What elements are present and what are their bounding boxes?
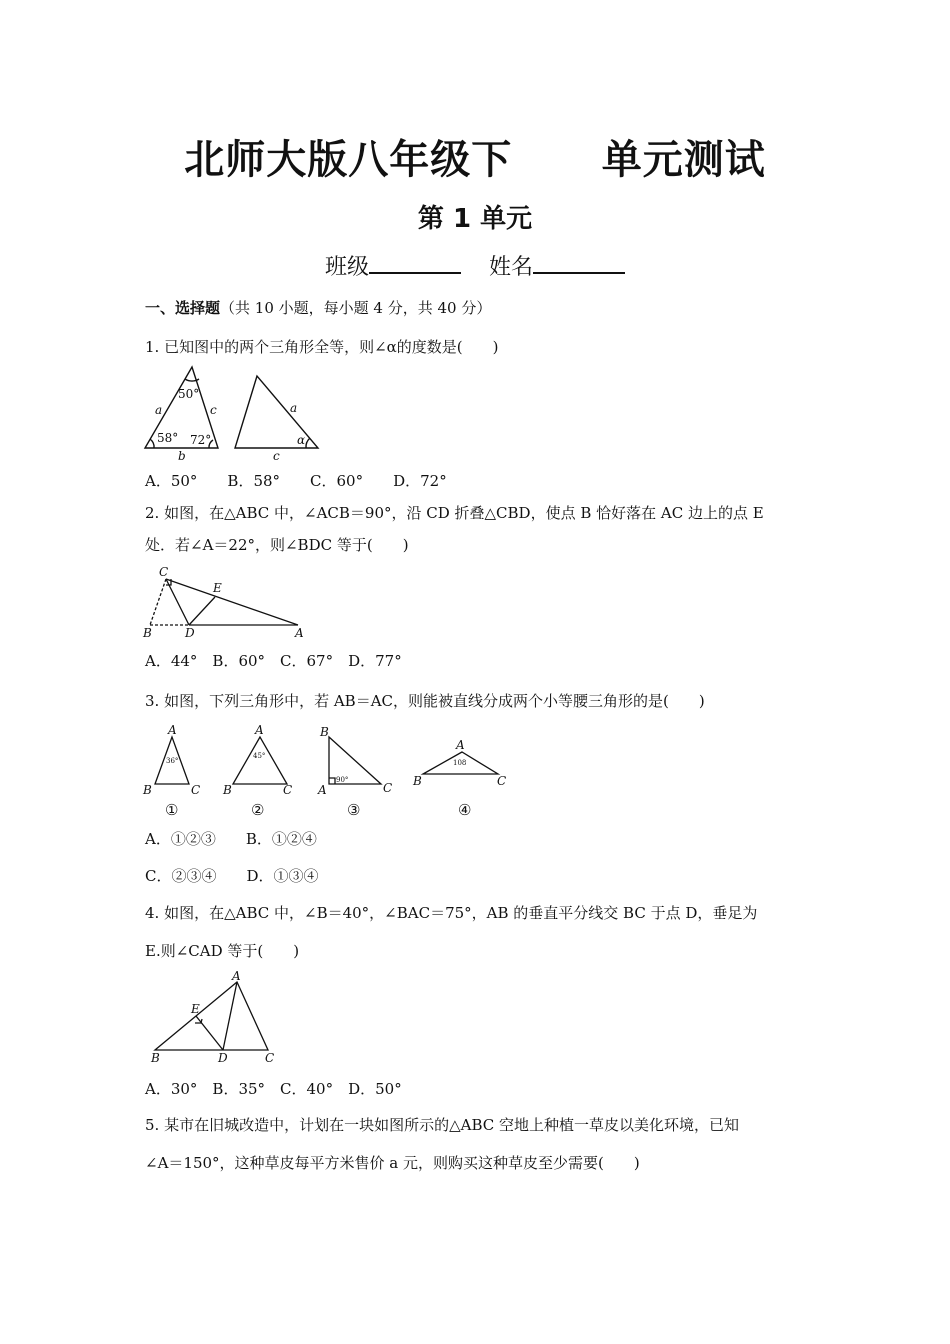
q2-label-b: B <box>143 626 152 640</box>
q3-t3-c: C <box>383 781 393 795</box>
q3-t2-c: C <box>283 783 293 797</box>
question-4-options: A．30° B．35° C．40° D．50° <box>145 1080 402 1098</box>
q1-alpha: α <box>297 433 306 447</box>
q3-t3-angle: 90° <box>336 776 349 784</box>
q3-number-1: ① <box>165 801 179 819</box>
q1-side-a: a <box>155 403 163 417</box>
class-label: 班级 <box>324 255 369 280</box>
triangle-right <box>235 376 318 448</box>
question-3-figure <box>140 720 520 820</box>
unit-subtitle: 第 1 单元 <box>417 204 533 234</box>
q1-side-c: c <box>210 403 217 417</box>
question-3-options-line2: C．②③④ D．①③④ <box>145 867 319 885</box>
section-heading-note: （共 10 小题，每小题 4 分，共 40 分） <box>220 299 492 317</box>
q4-triangle-abc <box>155 982 268 1050</box>
q3-t2-angle: 45° <box>253 752 266 760</box>
q2-label-e: E <box>213 581 222 595</box>
q3-number-4: ④ <box>458 801 472 819</box>
question-1-options: A．50° B．58° C．60° D．72° <box>145 472 447 490</box>
question-2-stem-line2: 处．若∠A＝22°，则∠BDC 等于( ) <box>145 536 409 554</box>
q3-t3-b: B <box>320 725 329 739</box>
q3-triangle-2 <box>233 737 287 784</box>
question-5-stem-line2: ∠A＝150°，这种草皮每平方米售价 a 元，则购买这种草皮至少需要( ) <box>145 1154 640 1172</box>
q3-t1-b: B <box>143 783 152 797</box>
q1-side-a2: a <box>290 401 298 415</box>
q3-t4-c: C <box>497 774 507 788</box>
q1-side-b: b <box>178 449 186 463</box>
question-1-figure <box>140 362 330 464</box>
class-blank <box>369 252 461 274</box>
q3-t1-c: C <box>191 783 201 797</box>
name-blank <box>533 252 625 274</box>
q3-number-3: ③ <box>347 801 361 819</box>
q1-angle-right: 72° <box>190 433 212 447</box>
q2-label-a: A <box>295 626 304 640</box>
q4-label-a: A <box>232 969 241 983</box>
question-4-stem-line2: E.则∠CAD 等于( ) <box>145 942 300 960</box>
question-2-options: A．44° B．60° C．67° D．77° <box>145 652 402 670</box>
q4-label-b: B <box>151 1051 160 1065</box>
question-1-stem: 1. 已知图中的两个三角形全等，则∠α的度数是( ) <box>145 338 499 356</box>
section-heading <box>145 298 491 318</box>
q2-label-d: D <box>185 626 195 640</box>
question-3-stem: 3. 如图，下列三角形中，若 AB＝AC，则能被直线分成两个小等腰三角形的是( ) <box>145 692 705 710</box>
question-2-stem-line1: 2. 如图，在△ABC 中，∠ACB＝90°，沿 CD 折叠△CBD，使点 B 恰好落在 AC 边上的点 E <box>145 504 764 522</box>
q3-number-2: ② <box>251 801 265 819</box>
q3-t2-b: B <box>223 783 232 797</box>
q3-t4-b: B <box>413 774 422 788</box>
q1-side-c2: c <box>273 449 280 463</box>
q3-t1-angle: 36° <box>166 757 179 765</box>
question-4-figure <box>140 968 285 1068</box>
section-heading-label: 一、选择题 <box>145 299 221 317</box>
q1-angle-left: 58° <box>157 431 179 445</box>
q1-angle-top: 50° <box>178 387 200 401</box>
page-title: 北师大版八年级下 单元测试 <box>184 137 766 183</box>
question-4-stem-line1: 4. 如图，在△ABC 中，∠B＝40°，∠BAC＝75°，AB 的垂直平分线交 BC 于点 D，垂足为 <box>145 904 758 922</box>
q3-t1-a: A <box>168 723 177 737</box>
question-2-figure <box>140 563 315 641</box>
name-label: 姓名 <box>489 255 534 280</box>
q4-label-d: D <box>218 1051 228 1065</box>
q4-label-e: E <box>191 1002 200 1016</box>
q2-label-c: C <box>159 565 169 579</box>
q3-t4-angle: 108 <box>453 759 467 767</box>
class-name-line <box>0 250 950 281</box>
q4-label-c: C <box>265 1051 275 1065</box>
q3-t4-a: A <box>456 738 465 752</box>
q3-t2-a: A <box>255 723 264 737</box>
question-3-options-line1: A．①②③ B．①②④ <box>145 830 317 848</box>
question-5-stem-line1: 5. 某市在旧城改造中，计划在一块如图所示的△ABC 空地上种植一草皮以美化环境，已知 <box>145 1116 739 1134</box>
q3-t3-a: A <box>318 783 327 797</box>
